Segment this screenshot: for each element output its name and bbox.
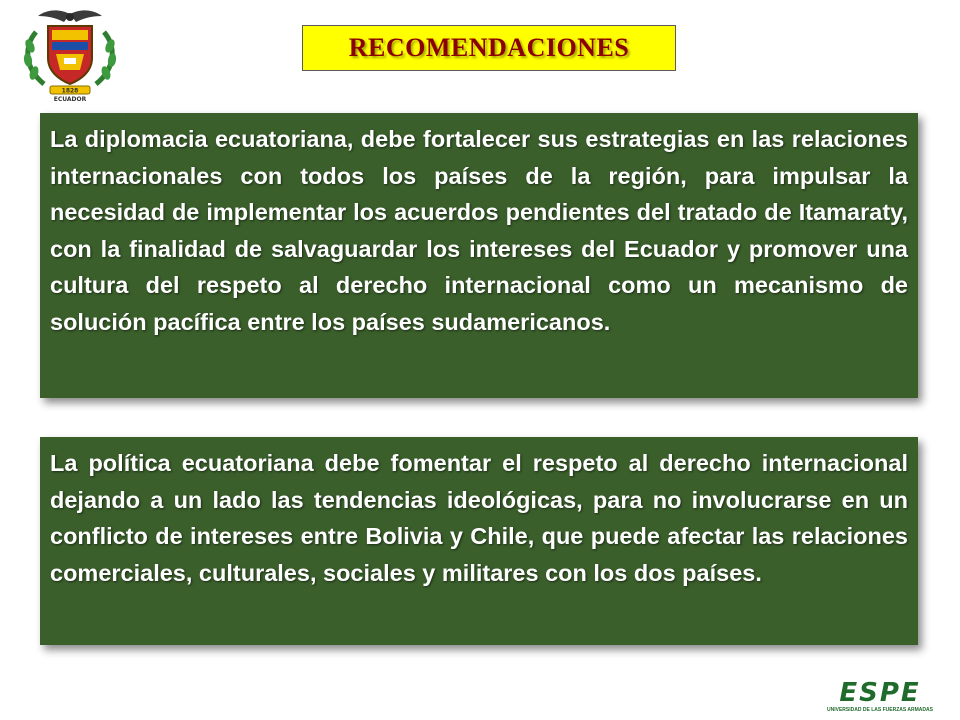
espe-wordmark: ESPE bbox=[839, 678, 921, 708]
recommendation-panel-2 bbox=[40, 437, 918, 645]
recommendation-text-2: La política ecuatoriana debe fomentar el respeto al derecho internacional dejando a un lado las tendencias ideológicas, para no involucrarse en un conflicto de intereses entre Bolivia y Chile, que puede afectar las relaciones comerciales, culturales, sociales y militares con los dos países. bbox=[50, 450, 908, 586]
recommendation-text-1: La diplomacia ecuatoriana, debe fortalecer sus estrategias en las relaciones internacionales con todos los países de la región, para impulsar la necesidad de implementar los acuerdos pendientes del tratado de Itamaraty, con la finalidad de salvaguardar los intereses del Ecuador y promover una cultura del respeto al derecho internacional como un mecanismo de solución pacífica entre los países sudamericanos. bbox=[50, 126, 908, 335]
espe-subtitle: UNIVERSIDAD DE LAS FUERZAS ARMADAS bbox=[827, 707, 933, 713]
title-banner bbox=[302, 25, 676, 71]
espe-logo-icon bbox=[824, 680, 936, 716]
svg-text:1828: 1828 bbox=[61, 87, 79, 95]
ecuador-coat-of-arms-icon bbox=[14, 6, 126, 102]
svg-text:ECUADOR: ECUADOR bbox=[53, 96, 87, 102]
page-title: RECOMENDACIONES bbox=[348, 33, 630, 62]
recommendation-panel-1 bbox=[40, 113, 918, 398]
